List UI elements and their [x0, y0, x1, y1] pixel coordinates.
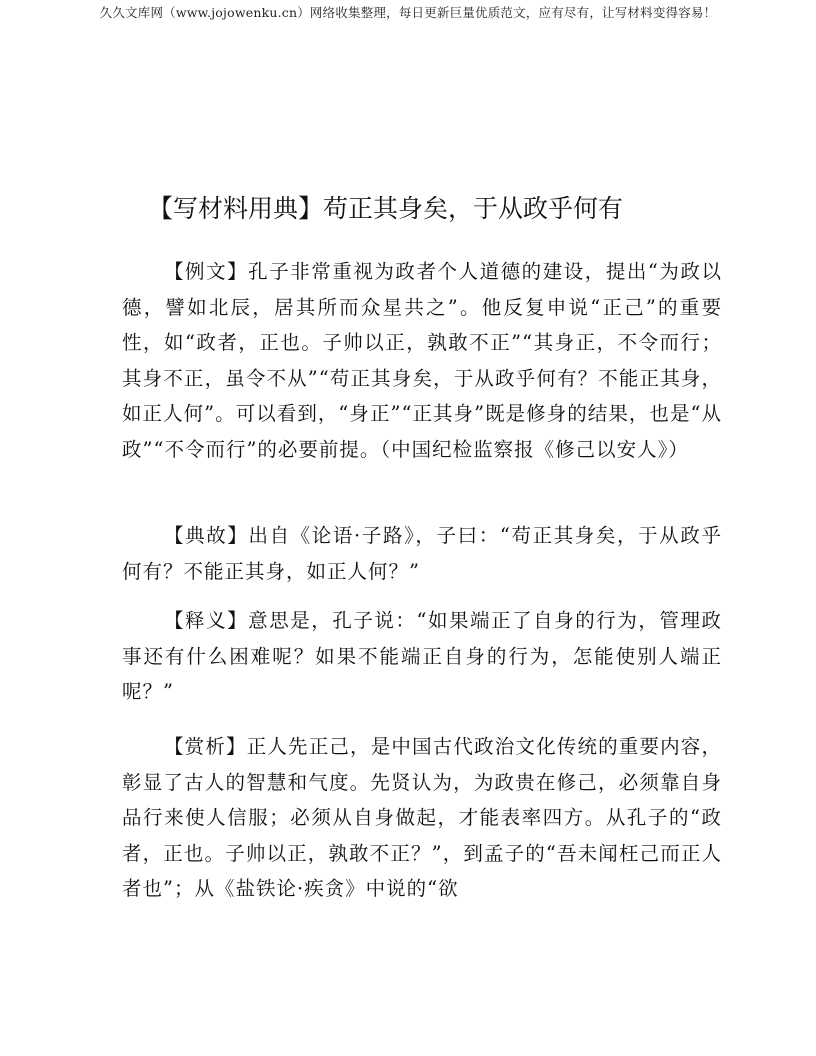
header-note: 久久文库网（www.jojowenku.cn）网络收集整理，每日更新巨量优质范文，应有尽有，让写材料变得容易！	[99, 5, 717, 20]
section-appreciation: 【赏析】正人先正己，是中国古代政治文化传统的重要内容，彰显了古人的智慧和气度。先贤认为，为政贵在修己，必须靠自身品行来使人信服；必须从自身做起，才能表率四方。从孔子的“政者，正也。子帅以正，孰敢不正？”，到孟子的“吾未闻枉己而正人者也”；从《盐铁论·疾贪》中说的“欲	[122, 735, 722, 900]
section-allusion: 【典故】出自《论语·子路》，子曰：“苟正其身矣，于从政乎何有？不能正其身，如正人何？”	[122, 524, 722, 583]
section-explanation: 【释义】意思是，孔子说：“如果端正了自身的行为，管理政事还有什么困难呢？如果不能端正自身的行为，怎能使别人端正呢？”	[122, 609, 722, 703]
section-example-text: 【例文】孔子非常重视为政者个人道德的建设，提出“为政以德，譬如北辰，居其所而众星共之”。他反复申说“正己”的重要性，如“政者，正也。子帅以正，孰敢不正”“其身正，不令而行；其身不正，虽令不从”“苟正其身矣，于从政乎何有？不能正其身，如正人何”。可以看到，“身正”“正其身”既是修身的结果，也是“从政”“不令而行”的必要前提。（中国纪检监察报《修己以安人》）	[122, 260, 722, 461]
document-title: 【写材料用典】苟正其身矣，于从政乎何有	[148, 194, 624, 223]
